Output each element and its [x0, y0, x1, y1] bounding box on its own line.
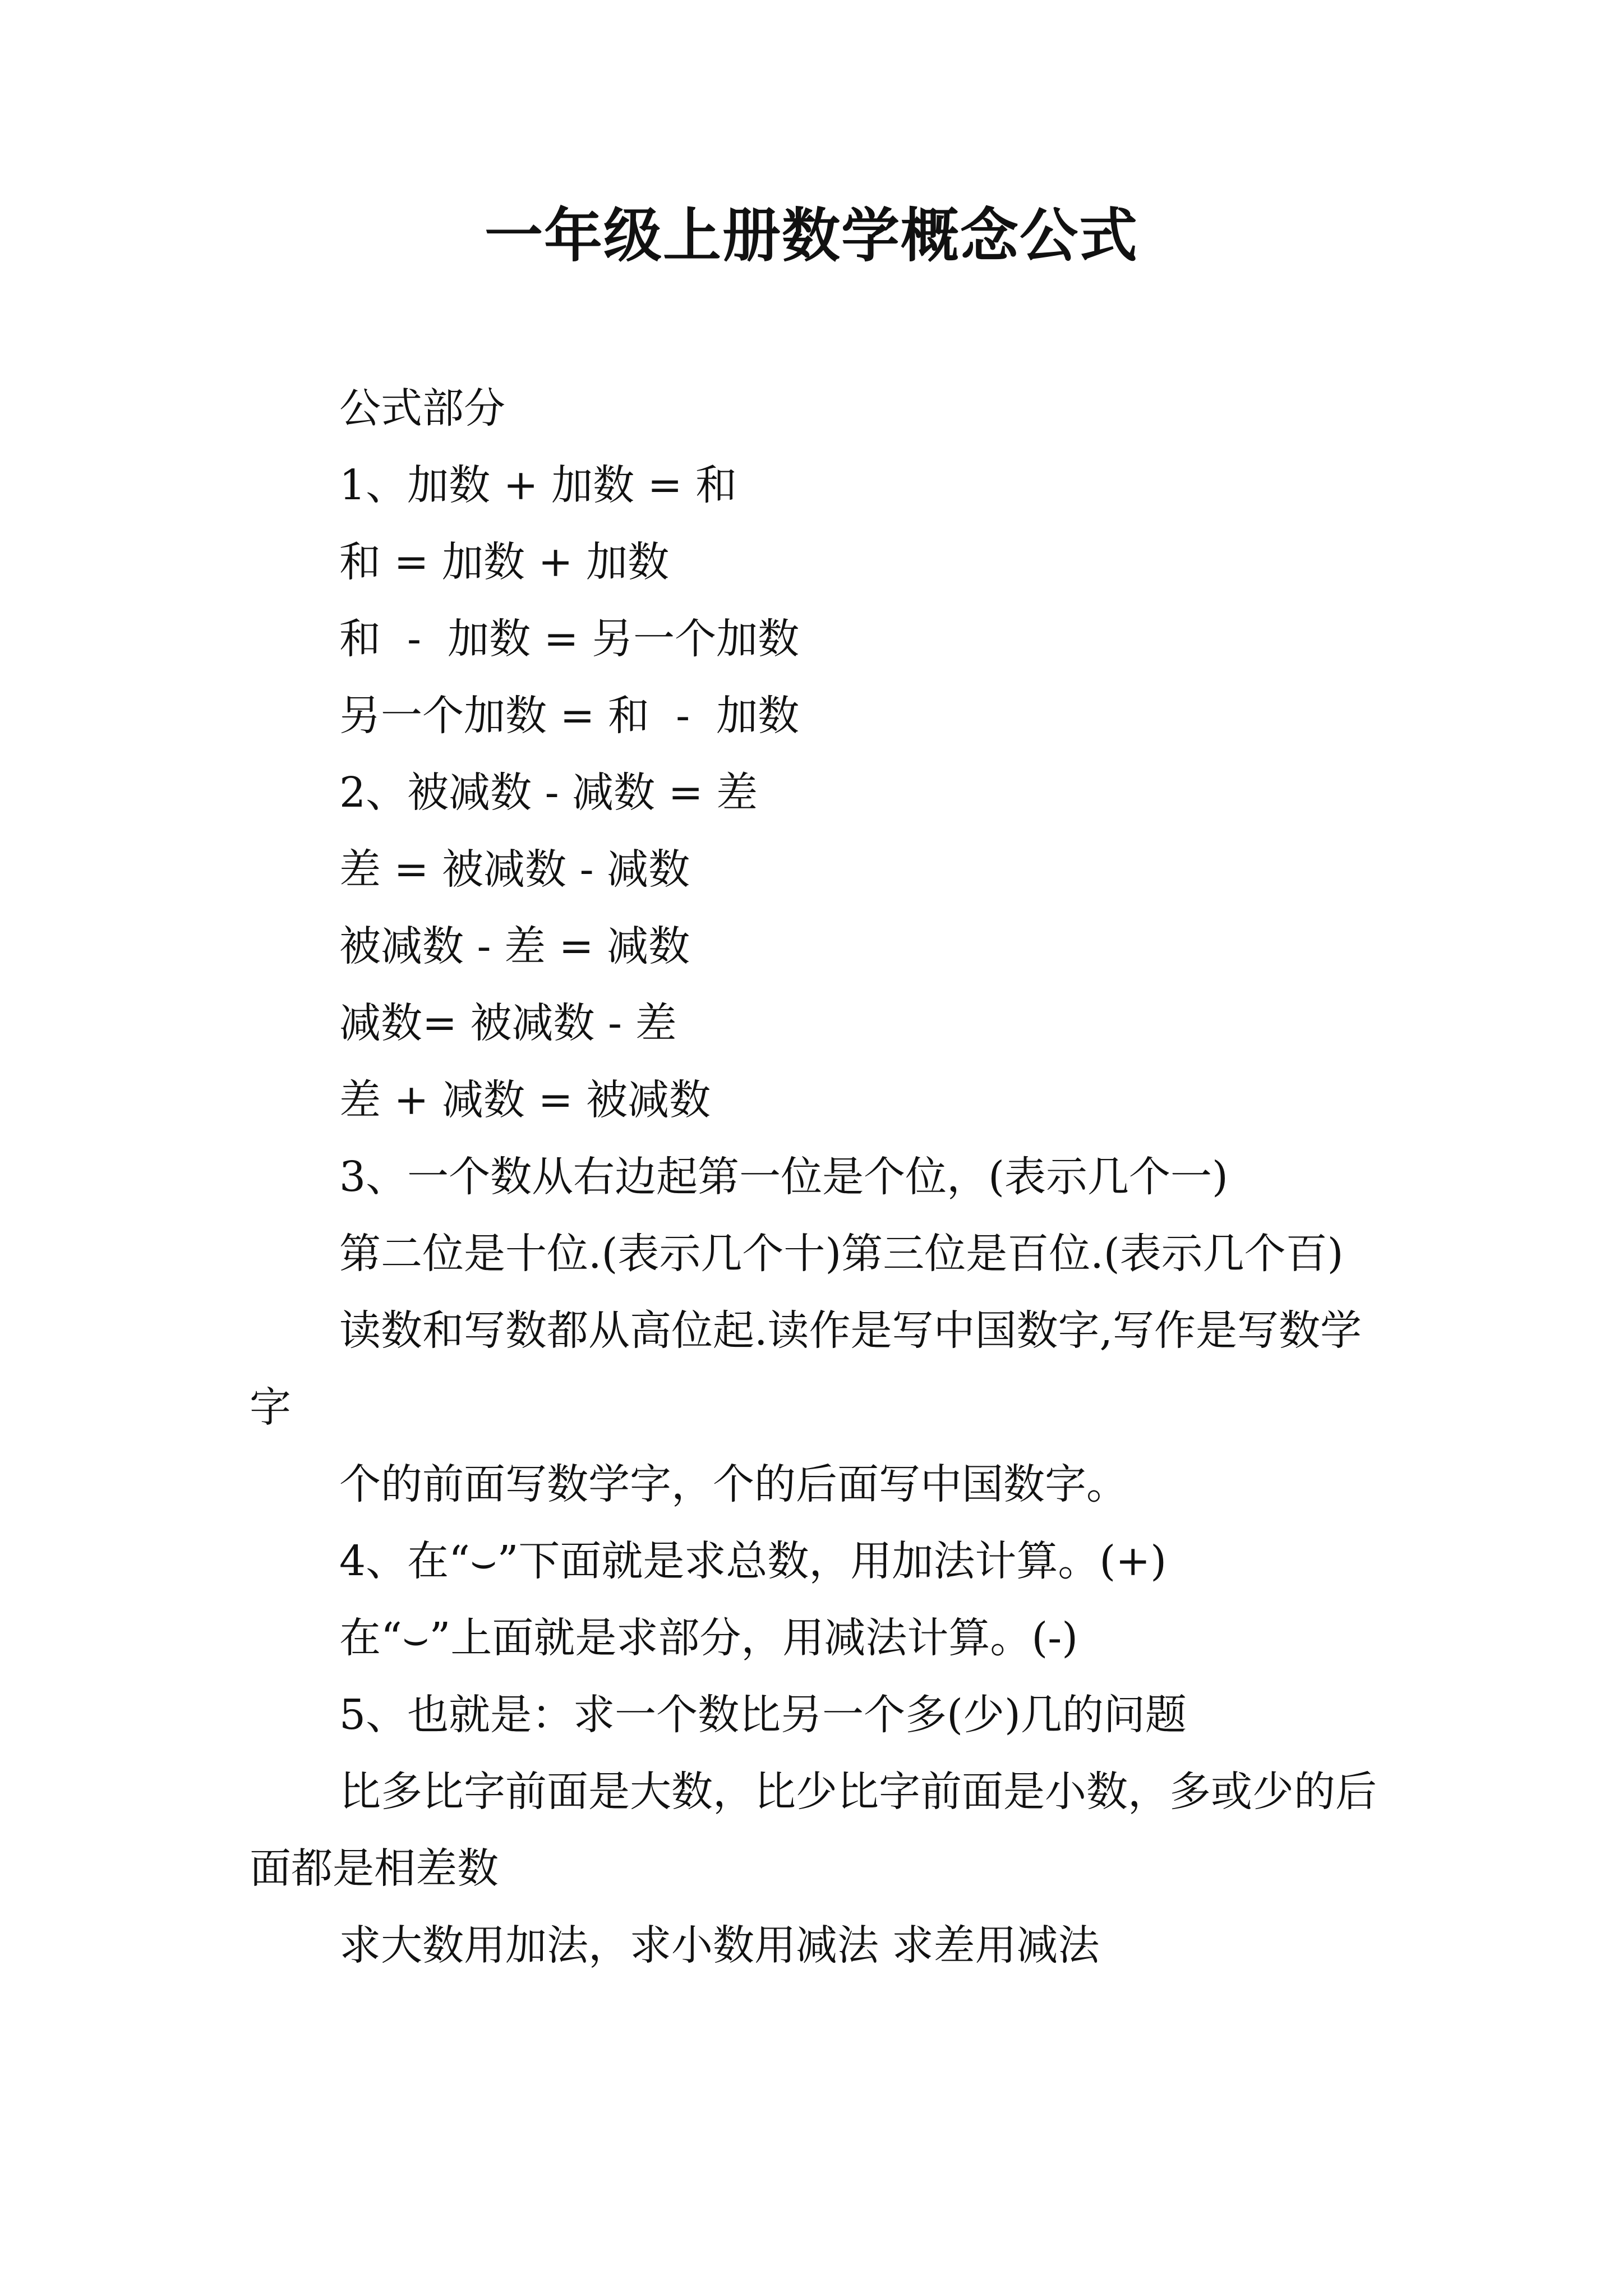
- document-title: 一年级上册数学概念公式: [484, 201, 1138, 270]
- concept-line: 3、一个数从右边起第一位是个位，(表示几个一): [339, 1153, 1228, 1201]
- section-heading-formulas: 公式部分: [339, 384, 505, 432]
- formula-line: 差 = 被减数 - 减数: [339, 845, 690, 894]
- formula-line: 和 - 加数 = 另一个加数: [339, 615, 800, 663]
- formula-line: 差 + 减数 = 被减数: [339, 1076, 711, 1124]
- formula-line: 减数= 被减数 - 差: [339, 999, 677, 1047]
- formula-line: 被减数 - 差 = 减数: [339, 922, 690, 970]
- concept-line: 4、在“⌣”下面就是求总数，用加法计算。(+): [339, 1537, 1167, 1585]
- formula-line: 2、被减数 - 减数 = 差: [339, 769, 758, 817]
- concept-paragraph: 比多比字前面是大数，比少比字前面是小数，多或少的后面都是相差数: [250, 1768, 1377, 1893]
- formula-line: 另一个加数 = 和 - 加数: [339, 692, 800, 740]
- document-body: [250, 370, 1394, 1984]
- concept-paragraph: 读数和写数都从高位起.读作是写中国数字,写作是写数学字: [250, 1306, 1362, 1432]
- concept-line: 个的前面写数学字，个的后面写中国数字。: [339, 1460, 1128, 1508]
- concept-paragraph: 第二位是十位.(表示几个十)第三位是百位.(表示几个百): [339, 1230, 1344, 1278]
- concept-line: 在“⌣”上面就是求部分，用减法计算。(-): [339, 1614, 1078, 1662]
- formula-line: 和 = 加数 + 加数: [339, 538, 670, 586]
- concept-line: 5、也就是：求一个数比另一个多(少)几的问题: [339, 1691, 1187, 1739]
- concept-line: 求大数用加法，求小数用减法 求差用减法: [339, 1921, 1100, 1970]
- formula-line: 1、加数 + 加数 = 和: [339, 461, 737, 509]
